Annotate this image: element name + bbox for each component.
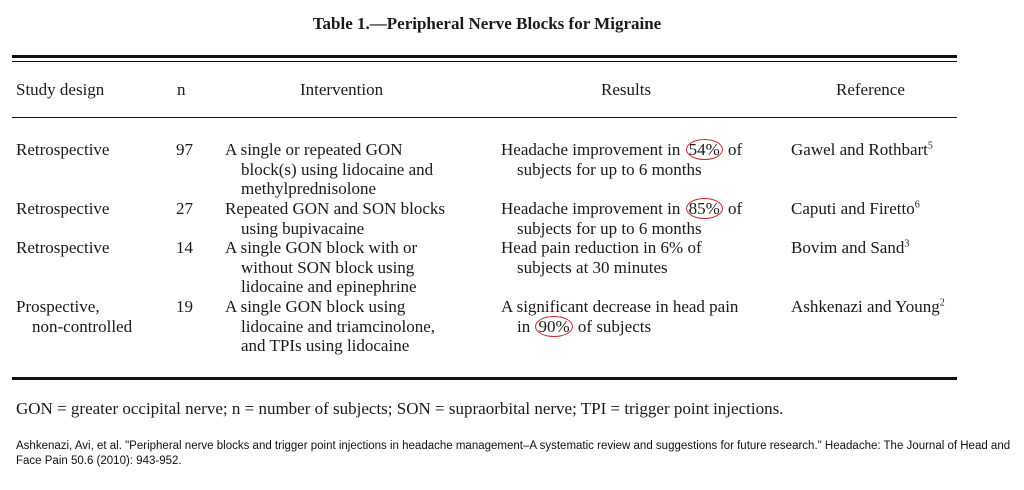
study-design-text: non-controlled: [32, 316, 133, 336]
reference-text: Bovim and Sand: [791, 238, 905, 257]
row-reference: [791, 238, 909, 258]
results-line: [501, 199, 742, 219]
row-study-design: [16, 297, 132, 336]
row-results: [501, 297, 738, 336]
header-n: n: [177, 80, 186, 99]
intervention-line: using bupivacaine: [241, 218, 365, 238]
study-design-text: Prospective,: [16, 297, 100, 316]
row-results: [501, 199, 742, 238]
results-line: [501, 140, 742, 160]
intervention-line: A single GON block with or: [225, 238, 418, 257]
row-intervention: [225, 297, 435, 356]
row-intervention: [225, 140, 433, 199]
intervention-line: and TPIs using lidocaine: [241, 336, 410, 355]
row-reference: [791, 199, 920, 219]
table-top-rule: [12, 55, 957, 58]
table-title: Table 1.—Peripheral Nerve Blocks for Migraine: [312, 14, 662, 33]
table-top-rule-thin: [12, 61, 957, 62]
row-n: 27: [176, 199, 193, 218]
study-design-text: Retrospective: [16, 140, 110, 159]
header-rule: [12, 117, 957, 118]
reference-superscript: 3: [904, 238, 910, 250]
abbreviations-footnote: GON = greater occipital nerve; n = number of subjects; SON = supraorbital nerve; TPI = trigger point injections.: [16, 399, 784, 418]
intervention-line: Repeated GON and SON blocks: [225, 199, 446, 218]
intervention-line: block(s) using lidocaine and: [241, 159, 434, 179]
study-design-text: Retrospective: [16, 199, 110, 218]
intervention-line: without SON block using: [241, 257, 415, 277]
results-text: of: [723, 199, 743, 218]
row-reference: [791, 297, 945, 317]
results-line: A significant decrease in head pain: [501, 297, 739, 316]
row-results: [501, 140, 742, 179]
reference-text: Ashkenazi and Young: [791, 297, 940, 316]
row-n: 19: [176, 297, 193, 316]
reference-superscript: 2: [939, 297, 945, 309]
study-design-text: Retrospective: [16, 238, 110, 257]
table-bottom-rule: [12, 377, 957, 380]
intervention-line: A single or repeated GON: [225, 140, 403, 159]
source-citation: Ashkenazi, Avi, et al. "Peripheral nerve blocks and trigger point injections in headache management–A systematic review and suggestions for future research." Headache: The Journal of Head and Face Pain 50.6 (2010): 943-952.: [16, 440, 1011, 467]
circled-percentage: 85%: [686, 198, 723, 219]
header-results: Results: [601, 80, 652, 99]
row-results: [501, 238, 702, 277]
row-reference: [791, 140, 933, 160]
intervention-line: lidocaine and epinephrine: [241, 277, 417, 296]
reference-text: Caputi and Firetto: [791, 199, 915, 218]
results-line: Head pain reduction in 6% of: [501, 238, 702, 257]
results-text: Headache improvement in: [501, 199, 685, 218]
intervention-line: A single GON block using: [225, 297, 406, 316]
row-study-design: [16, 238, 109, 258]
results-text: Headache improvement in: [501, 140, 685, 159]
row-n: 97: [176, 140, 193, 159]
results-line: subjects for up to 6 months: [517, 159, 702, 179]
circled-percentage: 90%: [535, 316, 572, 337]
results-text: in: [517, 316, 535, 336]
reference-superscript: 5: [927, 140, 933, 152]
header-study-design: Study design: [16, 80, 105, 99]
results-line: subjects for up to 6 months: [517, 218, 702, 238]
results-line: [501, 317, 738, 337]
row-intervention: [225, 199, 445, 238]
header-reference: Reference: [836, 80, 905, 99]
circled-percentage: 54%: [686, 139, 723, 160]
results-text: of: [723, 140, 743, 159]
reference-text: Gawel and Rothbart: [791, 140, 928, 159]
results-line: subjects at 30 minutes: [517, 257, 668, 277]
intervention-line: methylprednisolone: [241, 179, 377, 198]
row-study-design: [16, 140, 109, 160]
row-study-design: [16, 199, 109, 219]
row-n: 14: [176, 238, 193, 257]
intervention-line: lidocaine and triamcinolone,: [241, 316, 436, 336]
reference-superscript: 6: [914, 199, 920, 211]
results-text: of subjects: [577, 316, 652, 336]
header-intervention: Intervention: [300, 80, 384, 99]
row-intervention: [225, 238, 417, 297]
